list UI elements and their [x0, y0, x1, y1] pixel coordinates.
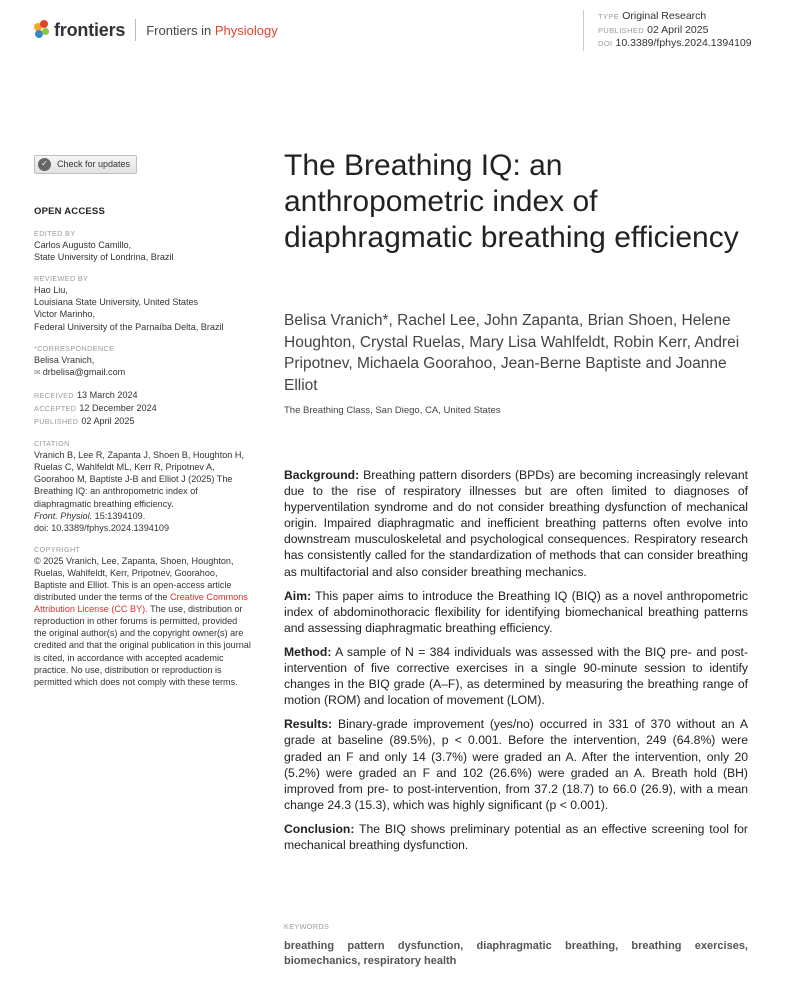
open-access-label: OPEN ACCESS	[34, 206, 106, 217]
correspondence-name: Belisa Vranich,	[34, 354, 95, 365]
editor-affiliation: State University of Londrina, Brazil	[34, 252, 174, 263]
keywords-list: breathing pattern dysfunction, diaphragmatic breathing, breathing exercises, biomechanics, respiratory health	[284, 940, 748, 967]
abstract-results: Results: Binary-grade improvement (yes/no) occurred in 331 of 370 without an A grade at baseline (89.5%), p < 0.001. Before the intervention, 249 (64.8%) were graded an F and only 14 (3.7%) were graded an A. After the intervention, only 20 (5.2%) were graded an F and 102 (26.6%) were graded an A. Breath hold (BH) improved from pre- to post-intervention, from 37.2 (18.7) to 66.0 (26.9), with a mean change 24.3 (15.3), which was highly significant (p < 0.001).	[284, 717, 748, 812]
abstract-background: Background: Breathing pattern disorders (BPDs) are becoming increasingly relevant due to the rise of respiratory illnesses but are often limited to diagnoses of hyperventilation syndrome and do not consider breathing dysfunction of mechanical origin. Impaired diaphragmatic and inefficient breathing patterns often evolve into downstream musculoskeletal and psychological consequences. Respiratory research has consistently called for the standardization of methods that can consider breathing as multifactorial and also consider breathing mechanics.	[284, 468, 748, 579]
correspondence-email[interactable]: ✉ drbelisa@gmail.com	[34, 366, 126, 377]
article-title: The Breathing IQ: an anthropometric index of diaphragmatic breathing efficiency	[284, 149, 739, 254]
article-doi: DOI 10.3389/fphys.2024.1394109	[598, 37, 752, 49]
reviewer-name: Victor Marinho,	[34, 309, 95, 320]
abstract	[284, 467, 748, 861]
journal-name: Frontiers in Physiology	[146, 22, 278, 38]
reviewed-by-label: REVIEWED BY	[34, 274, 89, 284]
abstract-aim: Aim: This paper aims to introduce the Breathing IQ (BIQ) as a novel anthropometric index of abdominothoracic flexibility for identifying biomechanical breathing patterns and assessing diaphragmatic breathing efficiency.	[284, 588, 748, 635]
check-updates-button[interactable]: ✓ Check for updates	[34, 155, 137, 174]
copyright-label: COPYRIGHT	[34, 544, 81, 554]
brand-name: frontiers	[54, 19, 126, 40]
article-type: TYPE Original Research	[598, 10, 707, 22]
abstract-method: Method: A sample of N = 384 individuals was assessed with the BIQ pre- and post-intervention of five corrective exercises in a single 90-minute session to identify changes in the BIQ grade (A–F), as determined by measuring the breathing range of motion (ROM) and location of movement (LOM).	[284, 644, 748, 708]
article-authors: Belisa Vranich*, Rachel Lee, John Zapanta, Brian Shoen, Helene Houghton, Crystal Ruelas, Mary Lisa Wahlfeldt, Robin Kerr, Andrei Pripotnev, Michaela Goorahoo, Jean-Berne Baptiste and Joanne Elliot	[284, 312, 740, 394]
cc-by-license-link[interactable]: Creative Commons Attribution License (CC BY).	[34, 592, 248, 615]
copyright-text: © 2025 Vranich, Lee, Zapanta, Shoen, Houghton, Ruelas, Wahlfeldt, Kerr, Pripotnev, Goorahoo, Baptiste and Elliot. This is an open-access article distributed under the terms of the Creative Commons Attribution License (CC BY). The use, distribution or reproduction in other forums is permitted, provided the original author(s) and the copyright owner(s) are credited and that the original publication in this journal is cited, in accordance with accepted academic practice. No use, distribution or reproduction is permitted which does not comply with these terms.	[34, 555, 251, 687]
check-updates-icon: ✓	[38, 158, 51, 171]
abstract-conclusion: Conclusion: The BIQ shows preliminary potential as an effective screening tool for mechanical breathing dysfunction.	[284, 821, 748, 852]
reviewer-name: Hao Liu,	[34, 285, 68, 296]
received-date: RECEIVED 13 March 2024	[34, 389, 138, 400]
article-published: PUBLISHED 02 April 2025	[598, 23, 709, 36]
citation-text: Vranich B, Lee R, Zapanta J, Shoen B, Houghton H, Ruelas C, Wahlfeldt ML, Kerr R, Pripotnev A, Goorahoo M, Baptiste J-B and Elliot J (2025) The Breathing IQ: an anthropometric index of diaphragmatic breathing efficiency. Front. Physiol. 15:1394109. doi: 10.3389/fphys.2024.1394109	[34, 450, 244, 533]
reviewer-affiliation: Louisiana State University, United States	[34, 297, 199, 308]
frontiers-logo[interactable]	[34, 18, 278, 42]
frontiers-logo-icon	[34, 20, 50, 40]
published-date: PUBLISHED 02 April 2025	[34, 416, 135, 427]
correspondence-label: *CORRESPONDENCE	[34, 343, 115, 353]
mail-icon: ✉	[34, 367, 41, 377]
citation-label: CITATION	[34, 439, 70, 449]
keywords-label: KEYWORDS	[284, 922, 330, 931]
article-affiliation: The Breathing Class, San Diego, CA, United States	[284, 405, 501, 416]
reviewer-affiliation: Federal University of the Parnaíba Delta, Brazil	[34, 321, 224, 332]
editor-name: Carlos Augusto Camillo,	[34, 240, 132, 251]
logo-divider	[135, 19, 136, 41]
edited-by-label: EDITED BY	[34, 229, 76, 239]
sidebar	[34, 155, 252, 688]
accepted-date: ACCEPTED 12 December 2024	[34, 402, 157, 413]
article-meta	[583, 10, 752, 51]
